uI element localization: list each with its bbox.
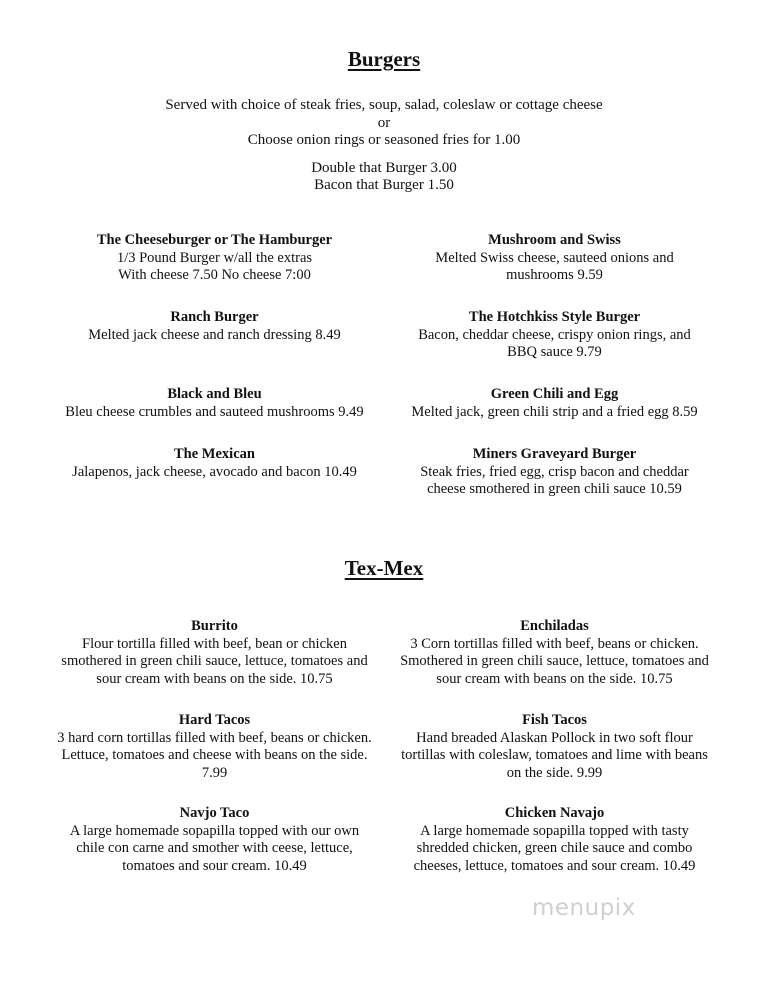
item-desc: Lettuce, tomatoes and cheese with beans on the side. — [61, 747, 368, 763]
item-name: Burrito — [191, 618, 238, 634]
item-name: The Cheeseburger or The Hamburger — [96, 232, 333, 248]
menu-item — [382, 386, 727, 421]
item-desc: Jalapenos, jack cheese, avocado and bacon 10.49 — [72, 463, 357, 480]
menu-item — [382, 805, 727, 875]
item-desc: tortillas with coleslaw, tomatoes and lime with beans — [401, 747, 708, 763]
item-name: Green Chili and Egg — [490, 386, 619, 402]
item-desc: cheese smothered in green chili sauce 10.59 — [427, 481, 682, 497]
item-desc: Bleu cheese crumbles and sauteed mushrooms 9.49 — [65, 403, 364, 420]
menu-item — [42, 309, 387, 344]
section-title-texmex: Tex-Mex — [344, 556, 424, 580]
item-desc: With cheese 7.50 No cheese 7:00 — [118, 267, 311, 283]
menu-item — [42, 712, 387, 782]
item-desc: sour cream with beans on the side. 10.75 — [436, 670, 673, 687]
menu-item — [42, 386, 387, 421]
item-desc: Melted jack cheese and ranch dressing 8.49 — [88, 326, 341, 343]
menu-item — [42, 232, 387, 285]
item-desc: Flour tortilla filled with beef, bean or chicken — [82, 635, 347, 652]
item-name: The Mexican — [174, 446, 255, 462]
item-desc: 1/3 Pound Burger w/all the extras — [116, 249, 313, 266]
item-desc: smothered in green chili sauce, lettuce, tomatoes and — [61, 653, 368, 669]
item-name: Enchiladas — [520, 618, 589, 634]
item-name: Black and Bleu — [167, 386, 262, 402]
item-desc: A large homemade sopapilla topped with our own — [69, 822, 360, 839]
menu-item — [42, 805, 387, 875]
item-desc: shredded chicken, green chile sauce and combo — [416, 840, 693, 856]
item-name: Navjo Taco — [179, 805, 250, 821]
menu-item — [382, 446, 727, 499]
item-desc: 7.99 — [201, 764, 228, 781]
item-desc: mushrooms 9.59 — [506, 267, 603, 283]
item-name: Miners Graveyard Burger — [472, 446, 637, 462]
intro-line: or — [377, 114, 391, 131]
item-name: Chicken Navajo — [504, 805, 605, 821]
item-name: Fish Tacos — [522, 712, 587, 728]
intro-line: Served with choice of steak fries, soup, salad, coleslaw or cottage cheese — [165, 97, 603, 113]
intro-line: Bacon that Burger 1.50 — [314, 177, 454, 193]
menu-item — [382, 309, 727, 362]
item-desc: Smothered in green chili sauce, lettuce, tomatoes and — [400, 653, 709, 669]
burgers-intro — [0, 97, 768, 195]
item-desc: Hand breaded Alaskan Pollock in two soft flour — [416, 729, 693, 746]
item-desc: on the side. 9.99 — [506, 764, 603, 781]
item-desc: Melted jack, green chili strip and a fried egg 8.59 — [411, 403, 698, 420]
menu-item — [42, 618, 387, 688]
section-title-burgers: Burgers — [347, 47, 421, 71]
intro-line: Double that Burger 3.00 — [311, 159, 457, 176]
item-desc: chile con carne and smother with ceese, lettuce, — [76, 840, 353, 856]
item-desc: tomatoes and sour cream. 10.49 — [122, 857, 307, 874]
item-desc: A large homemade sopapilla topped with tasty — [420, 822, 689, 839]
intro-line: Choose onion rings or seasoned fries for 1.00 — [247, 132, 521, 148]
menu-item — [42, 446, 387, 481]
item-desc: BBQ sauce 9.79 — [507, 344, 602, 360]
menu-item — [382, 232, 727, 285]
menu-item — [382, 618, 727, 688]
item-desc: 3 hard corn tortillas filled with beef, beans or chicken. — [57, 729, 372, 746]
item-desc: 3 Corn tortillas filled with beef, beans or chicken. — [410, 635, 699, 652]
item-desc: Steak fries, fried egg, crisp bacon and cheddar — [420, 463, 689, 480]
item-desc: Bacon, cheddar cheese, crispy onion rings, and — [418, 326, 691, 343]
item-name: The Hotchkiss Style Burger — [468, 309, 641, 325]
item-name: Mushroom and Swiss — [488, 232, 621, 248]
item-name: Hard Tacos — [178, 712, 251, 728]
item-desc: Melted Swiss cheese, sauteed onions and — [435, 249, 674, 266]
watermark-logo: menupix — [532, 895, 636, 921]
menu-item — [382, 712, 727, 782]
item-desc: cheeses, lettuce, tomatoes and sour cream. 10.49 — [413, 857, 696, 874]
item-name: Ranch Burger — [170, 309, 259, 325]
item-desc: sour cream with beans on the side. 10.75 — [96, 670, 333, 687]
